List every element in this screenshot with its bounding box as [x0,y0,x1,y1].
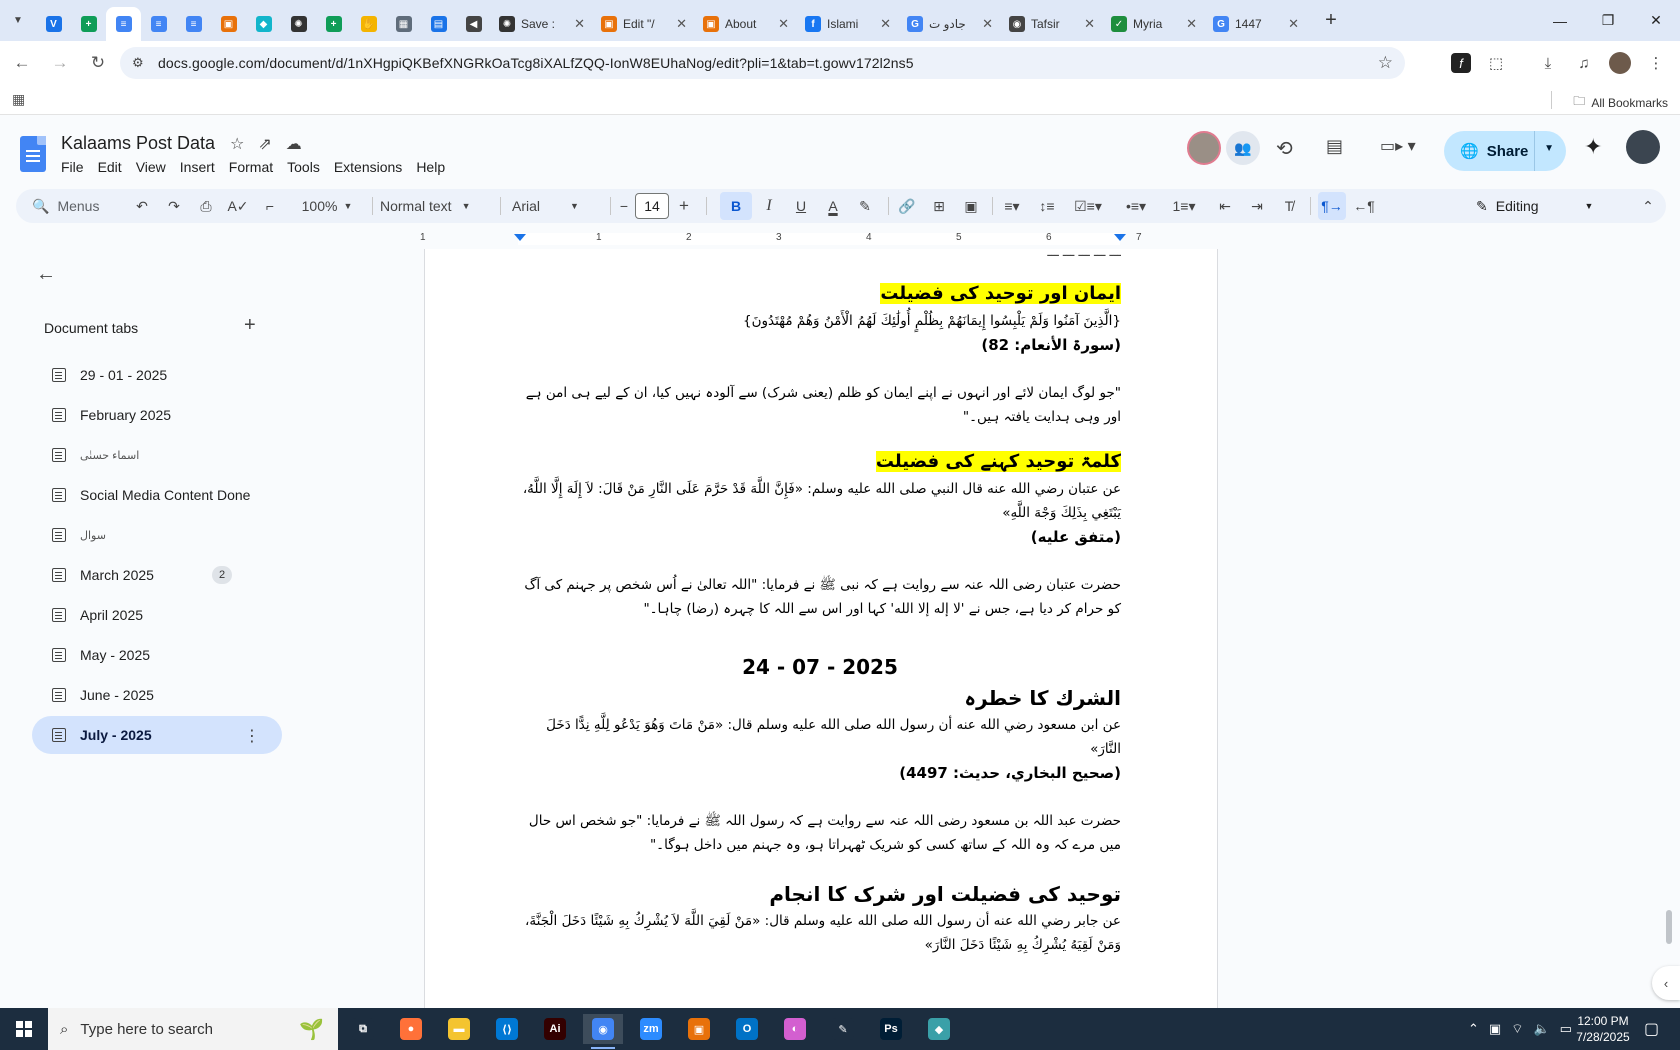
underline-button[interactable]: U [795,198,807,214]
browser-tab[interactable] [36,7,71,41]
browser-tab[interactable] [281,7,316,41]
all-bookmarks-button[interactable] [1573,92,1668,113]
illustrator-icon-glyph: Ai [544,1018,566,1040]
outlook-icon[interactable] [727,1014,767,1044]
browser-tab-title: Islami [827,17,859,31]
chrome-menu-icon[interactable]: ⋮ [1648,55,1664,72]
menu-file[interactable]: File [61,159,84,175]
browser-tab[interactable] [351,7,386,41]
back-icon[interactable]: ← [13,53,31,72]
menu-format[interactable]: Format [228,159,274,175]
browser-tab[interactable] [176,7,211,41]
menu-view[interactable]: View [135,159,166,175]
docs-header [0,116,1680,184]
facebook-icon: f [805,16,821,32]
vscode-icon-glyph: ⟨⟩ [496,1018,518,1040]
browser-toolbar [0,41,1680,85]
document-tab-item[interactable] [32,476,282,514]
bookmarks-divider [1551,91,1552,109]
insert-link-icon[interactable]: 🔗 [898,197,916,214]
close-tab-icon[interactable]: ✕ [1288,16,1299,31]
firefox-icon-glyph: ● [400,1018,422,1040]
document-tab-label: May - 2025 [80,647,151,663]
taskbar-search-placeholder: Type here to search [80,1020,213,1038]
gem-app-icon[interactable] [919,1014,959,1044]
font-size-input[interactable]: 14 [635,193,669,219]
document-tabs-sidebar [0,230,420,1008]
openai-icon: ✺ [499,16,515,32]
align-icon[interactable]: ≡▾ [1004,197,1020,214]
pen-tool-icon[interactable] [823,1014,863,1044]
app-icon: ▣ [703,16,719,32]
document-icon [52,448,66,462]
document-icon [52,368,66,382]
share-dropdown-icon[interactable]: ▼ [1544,143,1554,154]
docs-logo-icon[interactable] [20,136,46,172]
font-family-value: Arial [512,198,541,214]
browser-tab[interactable] [211,7,246,41]
hadith-itban-translation[interactable]: حضرت عتبان رضی اللہ عنہ سے روایت ہے کہ نبی ﷺ نے فرمایا: "اللہ تعالیٰ نے اُس شخص پر جہنم کی آگ کو حرام کر دیا ہے، جس نے 'لا إله إلا الله' کہا اور اس سے اللہ کا چہرہ (رضا) چاہا۔" [524,577,1121,617]
close-tab-icon[interactable]: ✕ [1084,16,1095,31]
browser-tab[interactable] [797,7,899,41]
docs-icon: ≡ [151,16,167,32]
right-indent-marker[interactable] [1114,234,1126,241]
paint-icon[interactable] [775,1014,815,1044]
document-tab-item[interactable] [32,396,282,434]
all-bookmarks-label: All Bookmarks [1591,95,1668,110]
document-tab-item[interactable] [32,516,282,554]
browser-tab-strip [0,0,1680,41]
forms-icon: ▤ [431,16,447,32]
google-icon: G [1213,16,1229,32]
close-tab-icon[interactable]: ✕ [676,16,687,31]
star-icon[interactable]: ☆ [230,136,245,153]
menu-help[interactable]: Help [416,159,446,175]
document-tab-item[interactable] [32,636,282,674]
hadith-ibn-masud-reference[interactable]: (صحيح البخاري، حديث: 4497) [899,764,1121,782]
browser-tab-title: Tafsir [1031,17,1060,31]
tray-overflow-icon[interactable]: ⌃ [1468,1021,1479,1036]
browser-tab[interactable] [316,7,351,41]
document-icon [52,688,66,702]
page-gutter [1219,230,1667,1008]
checklist-icon[interactable]: ☑≡▾ [1074,197,1102,214]
firefox-icon[interactable] [391,1014,431,1044]
document-body[interactable] [519,249,1121,957]
version-history-icon[interactable]: ⟲ [1276,138,1293,160]
document-icon [52,528,66,542]
app-orange-icon-glyph: ▣ [688,1018,710,1040]
tab-more-options-icon[interactable]: ⋮ [244,728,260,745]
close-tab-icon[interactable]: ✕ [880,16,891,31]
chrome-icon-glyph: ◉ [592,1018,614,1040]
browser-tab[interactable] [141,7,176,41]
tab-search-icon[interactable]: ▼ [13,15,23,26]
document-tab-item[interactable] [32,436,282,474]
document-tab-label: April 2025 [80,607,144,623]
illustrator-icon[interactable] [535,1014,575,1044]
back-arrow-icon[interactable]: ← [36,263,56,285]
menu-bar [61,159,445,175]
document-tab-item[interactable] [32,556,282,594]
browser-tab[interactable] [246,7,281,41]
myriad-icon: ✓ [1111,16,1127,32]
side-panel-toggle-icon[interactable]: ‹ [1652,966,1680,1000]
chevron-down-icon: ▼ [570,201,579,211]
decrease-font-size-icon[interactable]: − [619,198,629,214]
ltr-text-icon[interactable]: ¶→ [1318,192,1346,220]
comments-icon[interactable]: ▤ [1326,136,1344,156]
paint-format-icon[interactable]: ⌐ [265,198,275,214]
search-menus[interactable] [24,193,124,219]
browser-tab[interactable] [421,7,456,41]
document-icon [52,728,66,742]
ruler-number: 1 [596,232,602,243]
gem-app-icon-glyph: ◆ [928,1018,950,1040]
document-tab-item[interactable] [32,356,282,394]
document-icon [52,608,66,622]
plant-widget-icon: 🌱 [299,1018,324,1041]
browser-tab[interactable] [456,7,491,41]
ruler-number: 1 [420,232,426,243]
task-view-icon[interactable] [343,1014,383,1044]
collapse-toolbar-icon[interactable]: ⌃ [1642,197,1654,214]
bookmarks-bar [0,85,1680,115]
app-icon: ▣ [601,16,617,32]
increase-indent-icon[interactable]: ⇥ [1251,197,1263,214]
move-icon[interactable]: ⇗ [258,136,272,153]
google-icon: G [907,16,923,32]
extensions-icon[interactable]: ⬚ [1488,55,1504,72]
notifications-icon[interactable]: ▢ [1644,1021,1660,1038]
clock-time: 12:00 PM [1577,1014,1629,1028]
document-tab-label: سوال [80,529,106,542]
partial-line: ـــ ـــ ـــ ـــ ـــ [1047,249,1121,257]
chevron-down-icon: ▼ [1584,201,1594,211]
start-button[interactable] [0,1008,48,1050]
zoom-select[interactable] [292,189,362,223]
pen-tool-icon-glyph: ✎ [832,1018,854,1040]
document-tab-item[interactable] [32,716,282,754]
paragraph-style-select[interactable] [380,189,490,223]
browser-tab[interactable] [71,7,106,41]
close-tab-icon[interactable]: ✕ [982,16,993,31]
system-tray [1468,1008,1572,1050]
grid-app-icon: ▦ [396,16,412,32]
document-icon [52,568,66,582]
browser-tab[interactable] [899,7,1001,41]
line-spacing-icon[interactable]: ↕≡ [1039,198,1055,214]
verse-reference[interactable]: (سورۃ الأنعام: 82) [981,336,1121,354]
hand-icon: ✋ [361,16,377,32]
formatting-toolbar [16,189,1666,223]
browser-tab-title: About [725,17,757,31]
windows-taskbar [0,1008,1680,1050]
menu-tools[interactable]: Tools [287,159,320,175]
chevron-down-icon: ▼ [343,201,353,211]
search-menus-label: Menus [57,198,100,214]
browser-tab[interactable] [1001,7,1103,41]
menu-edit[interactable]: Edit [97,159,122,175]
forward-icon[interactable]: → [51,53,69,72]
globe-icon: 🌐 [1460,143,1479,160]
browser-tab[interactable] [1205,7,1307,41]
horizontal-ruler[interactable] [420,230,1218,248]
apps-grid-icon[interactable]: ▦ [12,91,26,107]
heading-tawhid-shirk-end[interactable]: توحید کی فضیلت اور شرک کا انجام [769,882,1121,906]
browser-tab-title: Myria [1133,17,1163,31]
new-tab-button[interactable]: + [1325,9,1337,31]
spellcheck-icon[interactable]: A✓ [227,197,249,214]
browser-tab-title: Edit "/ [623,17,655,31]
browser-tab-title: 1447 [1235,17,1262,31]
meet-presence-icon[interactable]: 👥 [1226,131,1260,165]
wifi-icon[interactable]: ⌔ [1511,1021,1524,1036]
sheets-icon: + [81,16,97,32]
ruler-number: 3 [776,232,782,243]
decrease-indent-icon[interactable]: ⇤ [1219,197,1231,214]
editing-mode-select[interactable] [1468,189,1618,223]
browser-tab-title: جادو ت [929,17,966,31]
close-tab-icon[interactable]: ✕ [1186,16,1197,31]
folder-icon: 🗀 [1573,94,1586,108]
italic-button[interactable]: I [766,197,772,214]
hadith-itban[interactable]: عن عتبان رضي الله عنه قال النبي صلى الله عليه وسلم: «فَإِنَّ اللَّهَ قَدْ حَرَّمَ عَلَى النَّارِ مَنْ قَالَ: لاَ إِلَهَ إِلَّا اللَّهُ، يَبْتَغِي بِذَلِكَ وَجْهَ اللَّهِ» [522,481,1121,521]
windows-logo-icon [16,1021,32,1037]
document-tab-label: July - 2025 [80,727,152,743]
tafsir-icon: ◉ [1009,16,1025,32]
openai-icon: ✺ [291,16,307,32]
insert-image-icon[interactable]: ▣ [964,197,978,214]
document-tab-label: اسماء حسنٰی [80,449,140,462]
profile-avatar[interactable] [1604,47,1636,79]
document-tab-label: 29 - 01 - 2025 [80,367,168,383]
document-tab-label: Social Media Content Done [80,487,251,503]
app-orange-icon[interactable] [679,1014,719,1044]
print-icon[interactable]: ⎙ [200,197,212,214]
browser-tab[interactable] [695,7,797,41]
share-button[interactable] [1444,131,1566,171]
font-extension-icon[interactable]: f [1445,47,1477,79]
scrollbar-thumb[interactable] [1666,910,1672,944]
font-family-select[interactable] [512,189,602,223]
cloud-status-icon[interactable]: ☁ [285,136,302,153]
close-window-icon[interactable]: ✕ [1650,12,1662,28]
site-info-icon[interactable]: ⚙ [132,55,144,70]
media-control-icon[interactable]: ♫ [1578,54,1590,72]
add-comment-icon[interactable]: ⊞ [933,197,945,214]
document-tab-label: June - 2025 [80,687,154,703]
url-text[interactable]: docs.google.com/document/d/1nXHgpiQKBefXNGRkOaTcg8iXALfZQQ-IonW8EUhaNog/edit?pli=1&tab=t.gowv172l2ns5 [158,55,914,71]
paragraph-style-value: Normal text [380,198,452,214]
docs-icon: ≡ [116,16,132,32]
document-tab-item[interactable] [32,596,282,634]
paint-icon-glyph: ◐ [784,1018,806,1040]
browser-tab[interactable] [593,7,695,41]
ruler-number: 6 [1046,232,1052,243]
hadith-itban-reference[interactable]: (متفق عليه) [1030,528,1121,546]
document-tab-item[interactable] [32,676,282,714]
add-tab-button[interactable]: + [244,314,256,336]
rtl-text-icon[interactable]: ←¶ [1353,198,1375,214]
address-bar[interactable] [120,47,1405,79]
task-view-icon-glyph: ⧉ [352,1018,374,1040]
app-icon: ▣ [221,16,237,32]
ruler-number: 4 [866,232,872,243]
taskbar-clock[interactable] [1568,1013,1638,1045]
share-label: Share [1486,142,1529,160]
reload-icon[interactable]: ↻ [90,53,106,72]
speaker-icon: ◀ [466,16,482,32]
zoom-icon-glyph: zm [640,1018,662,1040]
battery-icon[interactable]: ▭ [1559,1021,1572,1036]
minimize-icon[interactable]: — [1553,12,1567,29]
document-icon [52,408,66,422]
clock-date: 7/28/2025 [1576,1030,1630,1044]
document-tabs-title: Document tabs [44,320,139,336]
browser-tab[interactable] [491,7,593,41]
file-explorer-icon[interactable] [439,1014,479,1044]
sheets-icon: + [326,16,342,32]
browser-tab[interactable] [106,7,141,41]
file-explorer-icon-glyph: ▬ [448,1018,470,1040]
left-indent-marker[interactable] [514,234,526,241]
extension-icon: ◆ [256,16,272,32]
meet-video-icon[interactable]: ▭▸ ▾ [1380,138,1416,155]
chrome-icon[interactable] [583,1014,623,1044]
browser-tab[interactable] [386,7,421,41]
editing-mode-value: Editing [1495,198,1539,214]
redo-icon[interactable]: ↷ [168,197,180,214]
download-icon[interactable]: ⤓ [1544,54,1552,72]
gemini-icon[interactable]: ✦ [1584,134,1603,159]
document-title[interactable]: Kalaams Post Data [61,133,216,153]
restore-icon[interactable]: ❐ [1601,12,1615,28]
search-icon: 🔍 [32,197,50,214]
document-page[interactable] [424,249,1218,1011]
vpn-icon: V [46,16,62,32]
ruler-number: 7 [1136,232,1142,243]
docs-icon: ≡ [186,16,202,32]
undo-icon[interactable]: ↶ [136,197,148,214]
browser-tab[interactable] [1103,7,1205,41]
comment-count-badge: 2 [212,566,232,584]
close-tab-icon[interactable]: ✕ [778,16,789,31]
search-icon: ⌕ [60,1020,69,1038]
photoshop-icon-glyph: Ps [880,1018,902,1040]
heading-kalima-tawhid[interactable]: کلمۃ توحید کہنے کی فضیلت [875,451,1121,472]
clear-formatting-icon[interactable]: T̸ [1284,198,1294,214]
menu-insert[interactable]: Insert [179,159,215,175]
zoom-icon[interactable] [631,1014,671,1044]
highlight-color-icon[interactable]: ✎ [859,197,871,214]
chevron-down-icon: ▼ [461,201,471,211]
numbered-list-icon[interactable]: 1≡▾ [1172,197,1196,214]
volume-icon[interactable]: 🔈 [1533,1021,1550,1036]
bold-button[interactable]: B [720,192,752,220]
taskbar-search[interactable] [48,1008,338,1050]
vscode-icon[interactable] [487,1014,527,1044]
ruler-number: 5 [956,232,962,243]
zoom-value: 100% [301,198,338,214]
browser-tab-title: Save : [521,17,556,31]
date-heading[interactable]: 24 - 07 - 2025 [742,655,898,679]
increase-font-size-icon[interactable]: + [679,196,689,215]
heading-shirk-danger[interactable]: الشرك کا خطرہ [964,686,1121,710]
quran-verse[interactable]: {الَّذِينَ آمَنُوا وَلَمْ يَلْبِسُوا إِيمَانَهُمْ بِظُلْمٍ أُولَٰئِكَ لَهُمُ الْأَمْنُ وَهُمْ مُهْتَدُونَ} [743,313,1121,329]
hadith-ibn-masud-translation[interactable]: حضرت عبد اللہ بن مسعود رضی اللہ عنہ سے روایت ہے کہ رسول اللہ ﷺ نے فرمایا: "جو شخص اس حال میں مرے کہ وہ اللہ کے ساتھ کسی کو شریک ٹھہراتا ہو، وہ جہنم میں داخل ہوگا۔" [528,813,1121,853]
document-tab-label: March 2025 [80,567,154,583]
text-color-button[interactable]: A [828,198,838,214]
document-tab-list [32,356,282,756]
bookmark-star-icon[interactable]: ☆ [1377,53,1393,72]
network-status-icon[interactable]: ▣ [1488,1021,1502,1036]
pencil-icon: ✎ [1476,197,1488,214]
photoshop-icon[interactable] [871,1014,911,1044]
bulleted-list-icon[interactable]: •≡▾ [1125,197,1147,214]
menu-extensions[interactable]: Extensions [333,159,403,175]
outlook-icon-glyph: O [736,1018,758,1040]
hadith-ibn-masud[interactable]: عن ابن مسعود رضي الله عنه أن رسول الله صلى الله عليه وسلم قال: «مَنْ مَاتَ وَهُوَ يَدْعُو لِلَّهِ نِدًّا دَخَلَ النَّارَ» [546,717,1121,757]
ruler-number: 2 [686,232,692,243]
verse-translation[interactable]: "جو لوگ ایمان لائے اور انہوں نے اپنے ایمان کو ظلم (یعنی شرک) سے آلودہ نہیں کیا، ان کے لیے ہی امن ہے اور وہی ہدایت یافتہ ہیں۔" [525,385,1121,425]
hadith-jabir[interactable]: عن جابر رضي الله عنه أن رسول الله صلى الله عليه وسلم قال: «مَنْ لَقِيَ اللَّهَ لاَ يُشْرِكُ بِهِ شَيْئًا دَخَلَ الْجَنَّةَ، وَمَنْ لَقِيَهُ يُشْرِكُ بِهِ شَيْئًا دَخَلَ النَّارَ» [525,913,1121,953]
close-tab-icon[interactable]: ✕ [574,16,585,31]
collaborator-avatar[interactable] [1187,131,1221,165]
document-icon [52,648,66,662]
heading-iman-tawhid[interactable]: ایمان اور توحید کی فضیلت [880,283,1121,304]
account-avatar[interactable] [1626,130,1660,164]
document-icon [52,488,66,502]
document-tab-label: February 2025 [80,407,172,423]
